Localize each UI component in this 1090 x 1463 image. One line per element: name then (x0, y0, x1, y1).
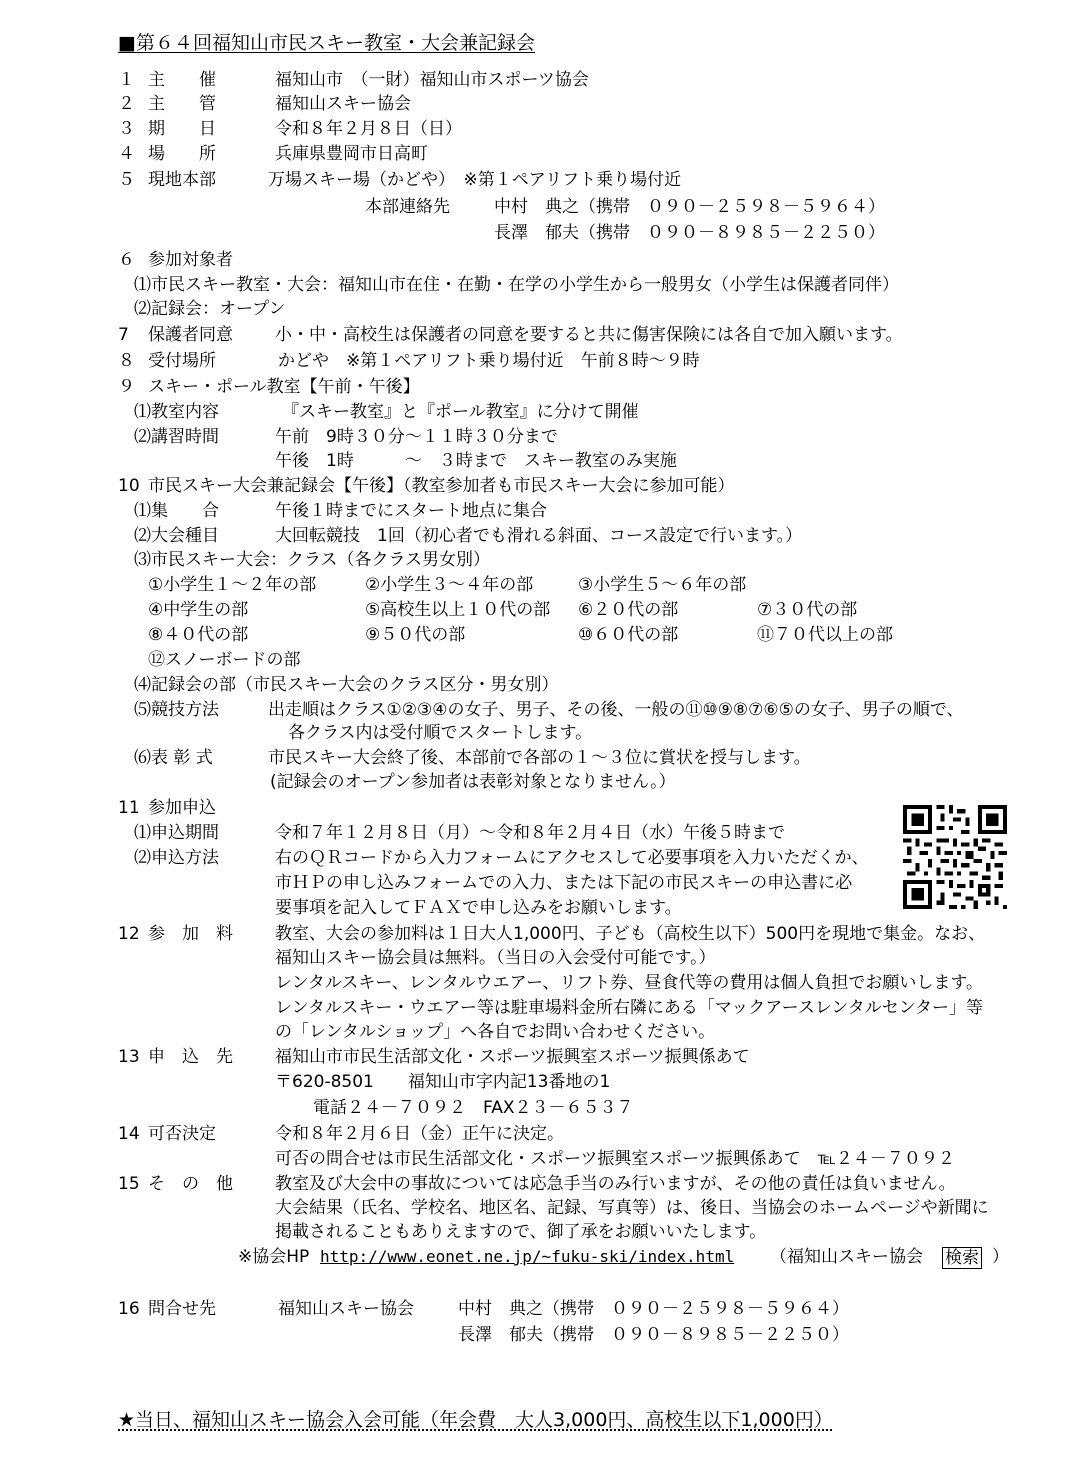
section-number: 11 (118, 798, 140, 818)
section-text: 万場スキー場（かどや） ※第１ペアリフト乗り場付近 (268, 170, 682, 190)
section-label: 市民スキー大会兼記録会【午後】（教室参加者も市民スキー大会に参加可能） (148, 476, 735, 496)
section-number: 16 (118, 1299, 140, 1319)
section-label: 受付場所 (148, 351, 216, 371)
section-text: 小・中・高校生は保護者の同意を要すると共に傷害保険には各自で加入願います。 (275, 325, 903, 345)
class-item: ⑦３０代の部 (757, 600, 858, 620)
section-text: 福知山市 （一財）福知山市スポーツ協会 (275, 70, 589, 90)
footer-membership-note: ★当日、福知山スキー協会入会可能（年会費 大人3,000円、高校生以下1,000円） (118, 1409, 833, 1431)
section-label: 現地本部 (148, 170, 216, 190)
section-text: 令和８年２月６日（金）正午に決定。 (275, 1124, 564, 1144)
section-label: 参加対象者 (148, 250, 233, 270)
item-label: ⑴申込期間 (134, 823, 219, 843)
section-text: 可否の問合せは市民生活部文化・スポーツ振興室スポーツ振興係あて ℡２４－７０９２ (275, 1149, 955, 1169)
search-button[interactable]: 検索 (942, 1247, 982, 1269)
item-text: 午後１時までにスタート地点に集合 (275, 501, 547, 521)
section-number: ５ (118, 170, 135, 190)
inquiry-org: 福知山スキー協会 (278, 1299, 414, 1319)
class-item: ①小学生１～２年の部 (148, 575, 317, 595)
section-number: 10 (118, 476, 140, 496)
section-label: 保護者同意 (148, 325, 233, 345)
section-text: 掲載されることもありえますので、御了承をお願いいたします。 (275, 1222, 767, 1242)
class-item: ②小学生３～４年の部 (365, 575, 534, 595)
item-text: 要事項を記入してＦＡＸで申し込みをお願いします。 (275, 898, 682, 918)
section-label: そ の 他 (148, 1174, 233, 1194)
section-number: １ (118, 70, 135, 90)
class-item: ⑥２０代の部 (578, 600, 679, 620)
hp-label: ※協会HP (238, 1247, 310, 1267)
section-label: 問合せ先 (148, 1299, 216, 1319)
section-text: レンタルスキー・ウエアー等は駐車場料金所右隣にある「マックアースレンタルセンター」等 (275, 998, 984, 1018)
section-number: ４ (118, 144, 135, 164)
item-text: 大回転競技 1回（初心者でも滑れる斜面、コース設定で行います。） (275, 526, 803, 546)
section-text: 福知山スキー協会員は無料。（当日の入会受付可能です。） (275, 948, 716, 968)
item-text: 出走順はクラス①②③④の女子、男子、その後、一般の⑪⑩⑨⑧⑦⑥⑤の女子、男子の順で、 (268, 700, 964, 720)
item-label: ⑴教室内容 (134, 402, 219, 422)
association-hp-link[interactable]: http://www.eonet.ne.jp/~fuku-ski/index.html (320, 1247, 735, 1266)
section-number: 15 (118, 1174, 140, 1194)
inquiry-contact-1: 中村 典之（携帯 ０９０－２５９８－５９６４） (458, 1299, 849, 1319)
section-text: 福知山スキー協会 (275, 94, 411, 114)
item-label: ⑵講習時間 (134, 427, 219, 447)
section-number: ９ (118, 377, 135, 397)
section-label: 主 管 (148, 94, 216, 114)
section-number: 7 (118, 325, 129, 345)
item-text: (記録会のオープン参加者は表彰対象となりません。） (270, 772, 676, 792)
section-text: 教室、大会の参加料は１日大人1,000円、子ども（高校生以下）500円を現地で集金。なお、 (275, 924, 986, 944)
section-text: 〒620-8501 福知山市字内記13番地の1 (275, 1072, 611, 1092)
section-number: 13 (118, 1047, 140, 1067)
hq-contact-label: 本部連絡先 (365, 197, 450, 217)
section-number: ８ (118, 351, 135, 371)
class-item: ⑫スノーボードの部 (148, 650, 301, 670)
item-text: 市民スキー大会終了後、本部前で各部の１～３位に賞状を授与します。 (268, 748, 811, 768)
hp-paren-close: ） (992, 1247, 1009, 1267)
section-text: 大会結果（氏名、学校名、地区名、記録、写真等）は、後日、当協会のホームページや新聞に (275, 1198, 989, 1218)
item-text: 『スキー教室』と『ポール教室』に分けて開催 (282, 402, 639, 422)
class-item: ⑨５０代の部 (365, 625, 466, 645)
item-label: ⑴集 合 (134, 501, 219, 521)
class-item: ⑧４０代の部 (148, 625, 249, 645)
section-number: 14 (118, 1124, 140, 1144)
item-label: ⑶市民スキー大会：クラス（各クラス男女別） (134, 550, 490, 570)
section-label: 主 催 (148, 70, 216, 90)
item-text: 各クラス内は受付順でスタートします。 (288, 723, 593, 743)
section-number: ２ (118, 94, 135, 114)
item-label: ⑵大会種目 (134, 526, 219, 546)
class-item: ③小学生５～６年の部 (578, 575, 747, 595)
item-text: 右のＱＲコードから入力フォームにアクセスして必要事項を入力いただくか、 (275, 848, 869, 868)
item-text: 午前 9時３０分～１１時３０分まで (275, 427, 558, 447)
document-title: ■第６４回福知山市民スキー教室・大会兼記録会 (118, 32, 535, 54)
item-text: 令和７年１２月８日（月）～令和８年２月４日（水）午後５時まで (275, 823, 785, 843)
section-text: 福知山市市民生活部文化・スポーツ振興室スポーツ振興係あて (275, 1047, 750, 1067)
section-6-item-1: ⑴市民スキー教室・大会：福知山市在住・在勤・在学の小学生から一般男女（小学生は保護者同伴） (134, 275, 899, 295)
section-text: かどや ※第１ペアリフト乗り場付近 午前８時～９時 (278, 351, 700, 371)
item-label: ⑵申込方法 (134, 848, 219, 868)
class-item: ⑩６０代の部 (578, 625, 679, 645)
section-label: 参 加 料 (148, 924, 233, 944)
section-label: 参加申込 (148, 798, 216, 818)
section-text: 令和８年２月８日（日） (275, 119, 462, 139)
hp-paren-open: （福知山スキー協会 (770, 1247, 923, 1267)
section-number: ３ (118, 119, 135, 139)
item-text: 市ＨＰの申し込みフォームでの入力、または下記の市民スキーの申込書に必 (275, 873, 853, 893)
section-label: 期 日 (148, 119, 216, 139)
hq-contact-2: 長澤 郁夫（携帯 ０９０－８９８５－２２５０） (494, 223, 885, 243)
section-text: 兵庫県豊岡市日高町 (275, 144, 428, 164)
section-text: レンタルスキー、レンタルウエアー、リフト券、昼食代等の費用は個人負担でお願いします。 (275, 973, 984, 993)
hq-contact-1: 中村 典之（携帯 ０９０－２５９８－５９６４） (494, 197, 885, 217)
section-text: 電話２４－７０９２ FAX２３－６５３７ (313, 1098, 634, 1118)
section-label: 申 込 先 (148, 1047, 233, 1067)
class-item: ⑤高校生以上１０代の部 (365, 600, 551, 620)
class-item: ⑪７０代以上の部 (757, 625, 893, 645)
section-text: 教室及び大会中の事故については応急手当のみ行いますが、その他の責任は負いません。 (275, 1174, 956, 1194)
item-text: 午後 1時 ～ ３時まで スキー教室のみ実施 (275, 451, 677, 471)
section-label: スキー・ポール教室【午前・午後】 (148, 377, 420, 397)
section-number: ６ (118, 250, 135, 270)
qr-code-icon[interactable] (903, 805, 1007, 909)
section-label: 場 所 (148, 144, 216, 164)
section-label: 可否決定 (148, 1124, 216, 1144)
item-label: ⑹表 彰 式 (134, 748, 213, 768)
section-number: 12 (118, 924, 140, 944)
item-label: ⑸競技方法 (134, 700, 219, 720)
inquiry-contact-2: 長澤 郁夫（携帯 ０９０－８９８５－２２５０） (458, 1325, 849, 1345)
item-label: ⑷記録会の部（市民スキー大会のクラス区分・男女別） (134, 675, 559, 695)
section-text: の「レンタルショップ」へ各自でお問い合わせください。 (275, 1022, 716, 1042)
class-item: ④中学生の部 (148, 600, 249, 620)
section-6-item-2: ⑵記録会：オープン (134, 299, 286, 319)
